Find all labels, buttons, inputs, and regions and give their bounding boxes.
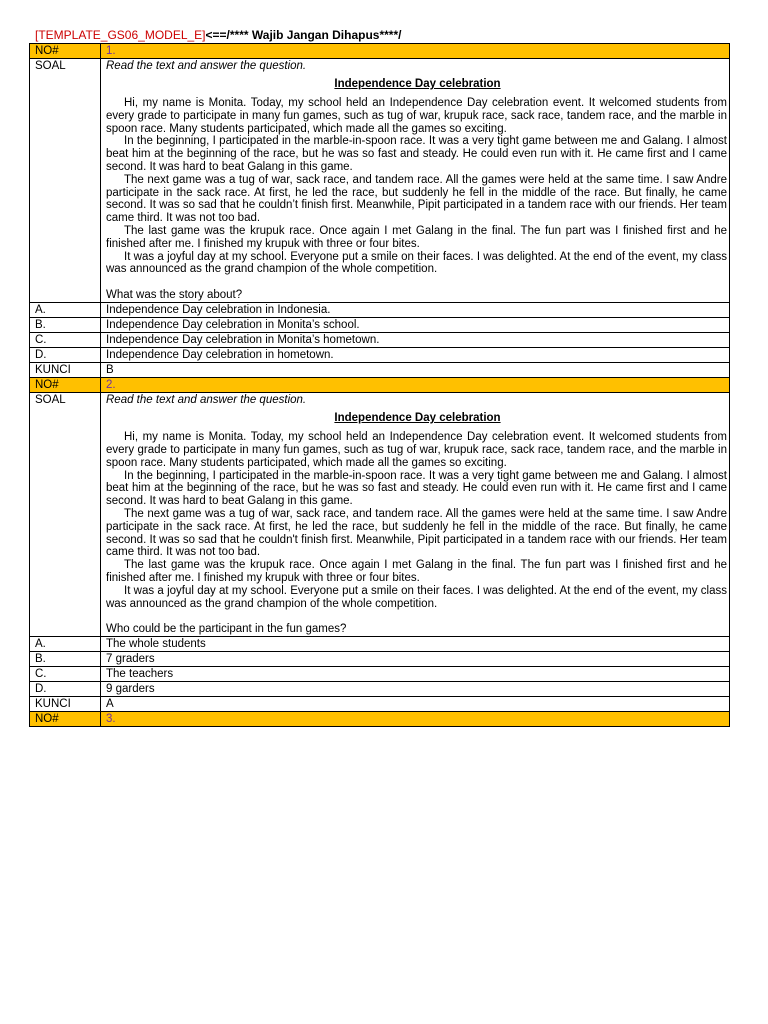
option-label: B. [30,318,101,333]
passage-title: Independence Day celebration [334,78,501,90]
question-text: What was the story about? [106,289,243,302]
no-label: NO# [30,378,101,393]
passage-paragraph: Hi, my name is Monita. Today, my school held an Independence Day celebration event. It welcomed students from every grade to participate in many fun games, such as tug of war, krupuk race, sack race, tandem race, and the marble in spoon race. Many students participated, which made all the games so exciting. [106,97,727,135]
instruction: Read the text and answer the question. [106,60,307,72]
answer-key: A [101,697,730,712]
passage-paragraph: In the beginning, I participated in the marble-in-spoon race. It was a very tight game between me and Galang. I almost beat him at the beginning of the race, but he was so fast and steady. He could even run with it. He came first and I came second. It was hard to beat Galang in this game. [106,135,727,173]
option-text: Independence Day celebration in Monita’s hometown. [101,333,730,348]
question-number-row [30,712,730,727]
option-label: D. [30,682,101,697]
answer-key: B [101,363,730,378]
option-label: A. [30,303,101,318]
passage-paragraph: The next game was a tug of war, sack race, and tandem race. All the games were held at the same time. I saw Andre participate in the sack race. At first, he led the race, but suddenly he fell in the middle of the race. But finally, he came second. It was so sad that he couldn’t finish first. Meanwhile, Pipit participated in a tandem race with our friends. Her team came third. It was not too bad. [106,173,727,225]
option-row [30,637,730,652]
option-row [30,348,730,363]
option-label: C. [30,667,101,682]
option-text: The whole students [101,637,730,652]
option-row [30,318,730,333]
option-label: C. [30,333,101,348]
option-row [30,303,730,318]
soal-content [101,59,730,303]
passage-paragraph: It was a joyful day at my school. Everyone put a smile on their faces. I was delighted. At the end of the event, my class was announced as the grand champion of the whole competition. [106,250,727,276]
no-label: NO# [30,44,101,59]
question-number: 1. [101,44,730,59]
soal-row [30,59,730,303]
option-label: B. [30,652,101,667]
no-label: NO# [30,712,101,727]
option-row [30,333,730,348]
question-number: 3. [101,712,730,727]
soal-row [30,393,730,637]
passage-title: Independence Day celebration [334,412,501,425]
question-text: Who could be the participant in the fun games? [106,623,347,636]
template-id: [TEMPLATE_GS06_MODEL_E] [35,28,206,42]
question-number: 2. [101,378,730,393]
passage-paragraph: The last game was the krupuk race. Once again I met Galang in the final. The fun part was I finished first and he finished after me. I finished my krupuk with three or four bites. [106,224,727,250]
passage-paragraph: It was a joyful day at my school. Everyone put a smile on their faces. I was delighted. At the end of the event, my class was announced as the grand champion of the whole competition. [106,584,727,610]
question-sheet [29,43,730,727]
option-text: Independence Day celebration in Indonesia. [101,303,730,318]
answer-key-row [30,363,730,378]
passage-paragraph: Hi, my name is Monita. Today, my school held an Independence Day celebration event. It welcomed students from every grade to participate in many fun games, such as tug of war, krupuk race, sack race, tandem race, and the marble in spoon race. Many students participated, which made all the games so exciting. [106,431,727,469]
option-label: D. [30,348,101,363]
option-row [30,682,730,697]
option-label: A. [30,637,101,652]
answer-key-row [30,697,730,712]
passage-paragraph: The next game was a tug of war, sack race, and tandem race. All the games were held at the same time. I saw Andre participate in the sack race. At first, he led the race, but suddenly he fell in the middle of the race. But finally, he came second. It was so sad that he couldn't finish first. Meanwhile, Pipit participated in a tandem race with our friends. Her team came third. It was not too bad. [106,507,727,559]
option-row [30,652,730,667]
option-text: The teachers [101,667,730,682]
option-text: Independence Day celebration in Monita’s school. [101,318,730,333]
option-row [30,667,730,682]
template-warning: <==/**** Wajib Jangan Dihapus****/ [205,28,402,42]
passage-paragraph: The last game was the krupuk race. Once again I met Galang in the final. The fun part was I finished first and he finished after me. I finished my krupuk with three or four bites. [106,559,727,584]
question-number-row [30,378,730,393]
soal-content [101,393,730,637]
option-text: Independence Day celebration in hometown. [101,348,730,363]
soal-label: SOAL [30,59,101,303]
option-text: 9 garders [101,682,730,697]
passage-paragraph: In the beginning, I participated in the marble-in-spoon race. It was a very tight game between me and Galang. I almost beat him at the beginning of the race, but he was so fast and steady. He could even run with it. He came first and I came second. It was hard to beat Galang in this game. [106,469,727,508]
kunci-label: KUNCI [30,363,101,378]
option-text: 7 graders [101,652,730,667]
question-number-row [30,44,730,59]
kunci-label: KUNCI [30,697,101,712]
template-header [35,26,401,44]
instruction: Read the text and answer the question. [106,394,307,407]
soal-label: SOAL [30,393,101,637]
